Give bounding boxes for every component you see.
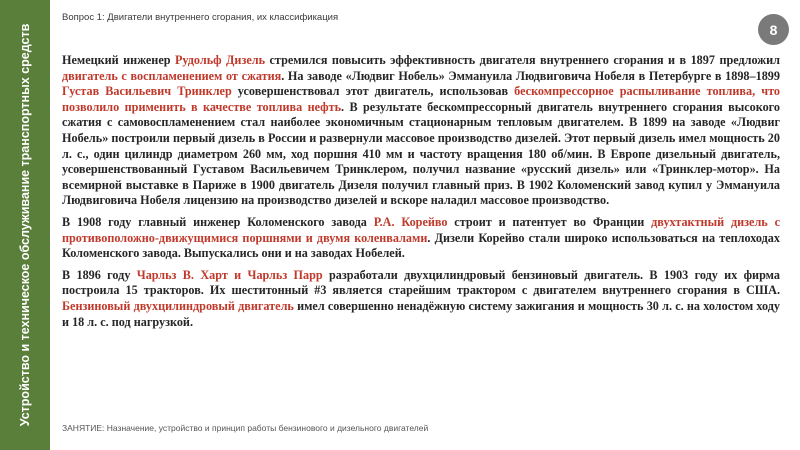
paragraph — [62, 53, 780, 209]
slide-header: Вопрос 1: Двигатели внутреннего сгорания, их классификация — [62, 12, 339, 23]
text-run: В 1908 году главный инженер Коломенского завода — [62, 214, 374, 229]
paragraph — [62, 215, 780, 262]
highlight-text: Густав Васильевич Тринклер — [62, 84, 232, 99]
text-run: . Дизели Корейво стали широко использоваться на теплоходах Коломенского завода. Выпускались они и на заводах Нобелей. — [62, 230, 780, 261]
text-run: разработали двухцилиндровый бензиновый двигатель. В 1903 году их фирма построила 15 тракторов. Их шеститонный #3 является старейшим трактором с двигателем внутреннего сгорания в США. — [62, 267, 780, 298]
footer-caption: ЗАНЯТИЕ: Назначение, устройство и принцип работы бензинового и дизельного двигателей — [62, 423, 429, 433]
highlight-text: Бензиновый двухцилиндровый двигатель — [62, 298, 294, 313]
highlight-text: двухтактный дизель с противоположно-движущимися поршнями и двумя коленвалами — [62, 214, 780, 245]
sidebar-title: Устройство и техническое обслуживание транспортных средств — [18, 23, 32, 427]
highlight-text: Р.А. Корейво — [373, 214, 448, 229]
text-run: . В результате бескомпрессорный двигатель внутреннего сгорания высокого сжатия с самовоспламенением стал наиболее экономичным стационарным тепловым двигателем. В 1899 на заводе «Людвиг Нобель» построили первый дизель в России и развернули массовое производство дизелей. Этот первый дизель имел мощность 20 л. с., один цилиндр диаметром 260 мм, ход поршня 410 мм и частоту вращения 180 об/мин. В Европе дизельный двигатель, усовершенствованный Густавом Васильевичем Тринклером, получил название «русский дизель» или «Тринклер-мотор». На всемирной выставке в Париже в 1900 двигатель Дизеля получил главный приз. В 1902 Коломенский завод купил у Эммануила Людвиговича Нобеля лицензию на производство дизелей и вскоре наладил массовое производство. — [62, 99, 780, 208]
page-number-badge: 8 — [758, 14, 789, 45]
highlight-text: двигатель с воспламенением от сжатия — [62, 68, 282, 83]
text-run: строит и патентует во Франции — [447, 214, 652, 229]
highlight-text: Чарльз В. Харт и Чарльз Парр — [136, 267, 323, 282]
text-run: В 1896 году — [62, 267, 137, 282]
paragraph — [62, 268, 780, 330]
text-run: имел совершенно ненадёжную систему зажигания и мощность 30 л. с. на холостом ходу и 18 л. с. под нагрузкой. — [62, 298, 780, 329]
text-run: . На заводе «Людвиг Нобель» Эммануила Людвиговича Нобеля в Петербурге в 1898–1899 — [281, 68, 780, 83]
text-run: стремился повысить эффективность двигателя внутреннего сгорания и в 1897 предложил — [265, 53, 780, 67]
body-text — [62, 53, 780, 336]
highlight-text: Рудольф Дизель — [174, 53, 266, 67]
text-run: усовершенствовал этот двигатель, использовав — [231, 84, 515, 99]
highlight-text: бескомпрессорное распыливание топлива, что позволило применить в качестве топлива нефть — [62, 84, 781, 114]
text-run: Немецкий инженер — [62, 53, 175, 67]
sidebar — [0, 0, 50, 450]
